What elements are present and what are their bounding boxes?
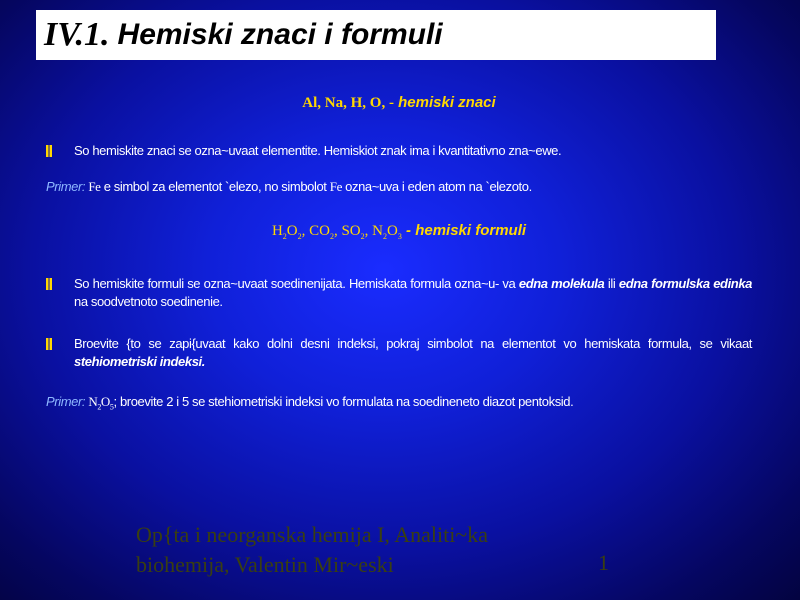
symbol-fe-1: Fe [88,179,101,194]
bullet-icon [46,278,52,290]
bullet-icon [46,338,52,350]
formula-h2o2: $H_2O_2$ [271,223,302,241]
bullet-text-1: So hemiskite znaci se ozna~uvaat elementite. Hemiskiot znak ima i kvantitativno zna~ewe. [74,143,562,158]
symbols-heading [46,94,752,112]
bullet-icon [46,145,52,157]
slide-content [46,94,752,417]
bullet-item-1 [46,142,752,160]
primer-2 [46,393,752,417]
bullet-text-2: So hemiskite formuli se ozna~uvaat soedinenijata. Hemiskata formula ozna~u- va edna molekula ili edna formulska edinka na soodvetnoto soedinenie. [74,276,752,309]
title-number: IV.1. [44,16,110,53]
page-title: Hemiski znaci i formuli [117,18,443,51]
footer-line-1: Op{ta i neorganska hemija I, Analiti~ka [136,522,488,547]
formula-co2: $CO_2$ [309,223,334,241]
bullet-item-2 [46,275,752,311]
title-box [36,10,716,60]
formulas-label: hemiski formuli [415,222,527,239]
footer-line-2: biohemija, Valentin Mir~eski [136,552,394,577]
primer-1 [46,178,752,196]
primer-text-1b: ozna~uva i eden atom na `elezoto. [345,179,532,194]
symbols-label: hemiski znaci [398,94,496,111]
symbol-fe-2: Fe [329,179,342,194]
primer-text-2: ; broevite 2 i 5 se stehiometriski indeksi vo formulata na soedineneto diazot pentoksid. [113,394,574,409]
symbols-list: Al, Na, H, O, - [302,95,394,111]
primer-text-1a: e simbol za elementot `elezo, no simbolot [103,179,327,194]
primer-label-1: Primer: [46,179,86,194]
formulas-heading: $H_2O_2$, $CO_2$, $SO_2$, $N_2O_3$ - hemiski formuli [271,222,527,241]
formula-n2o5: $N_2O_5$ [88,394,114,412]
bullet-text-3: Broevite {to se zapi{uvaat kako dolni desni indeksi, pokraj simbolot na elementot vo hemiskata formula, se vikaat stehiometriski indeksi. [74,336,752,369]
footer-text [136,520,488,580]
bullet-item-3 [46,335,752,371]
page-number: 1 [598,550,609,575]
formula-n2o3: $N_2O_3$ [372,223,402,241]
primer-label-2: Primer: [46,394,86,409]
formula-so2: $SO_2$ [341,223,365,241]
